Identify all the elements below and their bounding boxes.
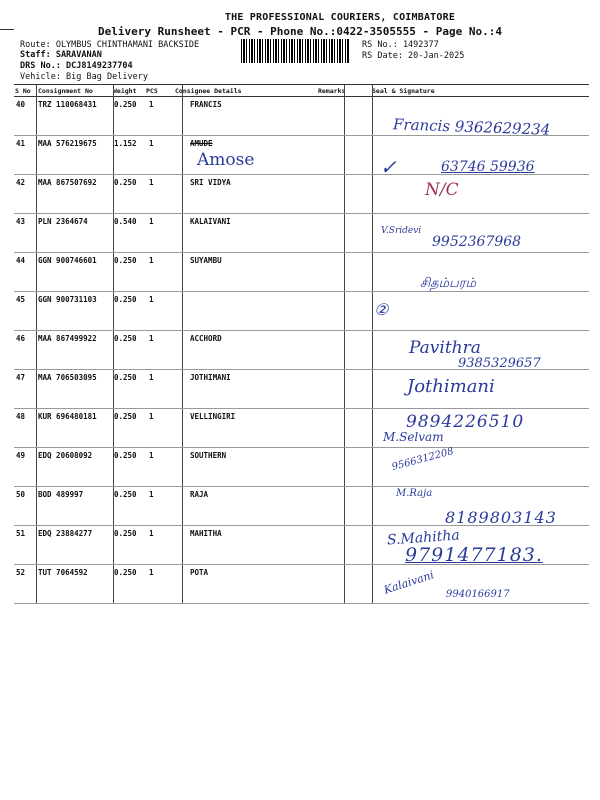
row-consignment: TRZ 110068431 — [38, 100, 97, 109]
handwritten-name: M.Selvam — [383, 430, 444, 444]
row-sno: 49 — [16, 451, 26, 460]
route-label: Route: OLYMBUS CHINTHAMANI BACKSIDE — [20, 40, 200, 50]
drs-number: DRS No.: DCJ8149237704 — [20, 61, 133, 71]
row-weight: 1.152 — [114, 139, 137, 148]
row-weight: 0.250 — [114, 568, 137, 577]
row-weight: 0.250 — [114, 373, 137, 382]
row-pcs: 1 — [149, 256, 154, 265]
row-sno: 51 — [16, 529, 26, 538]
row-consignee: AMUDE — [190, 139, 213, 148]
handwritten-name: Pavithra — [409, 338, 481, 358]
runsheet-title: Delivery Runsheet - PCR - Phone No.:0422-3505555 - Page No.:4 — [98, 25, 502, 38]
row-consignment: GGN 900746601 — [38, 256, 97, 265]
row-weight: 0.250 — [114, 256, 137, 265]
row-pcs: 1 — [149, 139, 154, 148]
row-sno: 44 — [16, 256, 26, 265]
handwritten-phone: 63746 59936 — [441, 159, 535, 175]
row-consignment: TUT 7064592 — [38, 568, 88, 577]
row-consignment: PLN 2364674 — [38, 217, 88, 226]
row-consignee: JOTHIMANI — [190, 373, 231, 382]
handwritten-mark: ② — [374, 300, 389, 319]
handwritten-name: V.Sridevi — [381, 226, 422, 236]
row-consignment: MAA 576219675 — [38, 139, 97, 148]
row-consignee: SUYAMBU — [190, 256, 222, 265]
row-consignment: GGN 900731103 — [38, 295, 97, 304]
col-pcs: PCS — [146, 87, 158, 95]
handwritten-mark: ✓ — [380, 155, 397, 179]
row-sno: 46 — [16, 334, 26, 343]
handwritten-name: S.Mahitha — [386, 527, 461, 549]
row-consignee: RAJA — [190, 490, 209, 499]
handwritten-name: Jothimani — [407, 376, 495, 397]
row-sno: 48 — [16, 412, 26, 421]
rs-date: RS Date: 20-Jan-2025 — [362, 51, 465, 61]
row-weight: 0.250 — [114, 490, 137, 499]
row-rule — [14, 603, 589, 604]
handwritten-remark: N/C — [425, 180, 459, 200]
row-consignee: MAHITHA — [190, 529, 222, 538]
row-weight: 0.250 — [114, 295, 137, 304]
row-sno: 41 — [16, 139, 26, 148]
staff-label: Staff: SARAVANAN — [20, 50, 102, 60]
row-consignment: MAA 867499922 — [38, 334, 97, 343]
row-consignee: SOUTHERN — [190, 451, 227, 460]
handwritten-signature: Francis 9362629234 — [392, 115, 551, 139]
company-title: THE PROFESSIONAL COURIERS, COIMBATORE — [224, 12, 456, 23]
table-row — [14, 370, 589, 409]
handwritten-phone: 9385329657 — [458, 356, 541, 371]
col-sno: S No — [15, 87, 31, 95]
handwritten-phone: 9940166917 — [446, 589, 510, 600]
row-weight: 0.540 — [114, 217, 137, 226]
col-weight: Weight — [113, 87, 137, 95]
row-consignee: FRANCIS — [190, 100, 222, 109]
row-pcs: 1 — [149, 217, 154, 226]
row-consignee: KALAIVANI — [190, 217, 231, 226]
row-pcs: 1 — [149, 178, 154, 187]
row-pcs: 1 — [149, 490, 154, 499]
row-sno: 45 — [16, 295, 26, 304]
row-sno: 40 — [16, 100, 26, 109]
row-weight: 0.250 — [114, 100, 137, 109]
col-consignee: Consignee Details — [175, 87, 242, 95]
row-consignment: BOD 489997 — [38, 490, 84, 499]
table-row — [14, 445, 589, 487]
row-pcs: 1 — [149, 529, 154, 538]
row-pcs: 1 — [149, 412, 154, 421]
table-top-rule — [14, 84, 589, 85]
handwritten-phone: 9566312208 — [390, 445, 455, 474]
barcode — [241, 39, 349, 63]
handwritten-phone: 8189803143 — [445, 508, 557, 527]
row-sno: 50 — [16, 490, 26, 499]
row-consignee: ACCHORD — [190, 334, 222, 343]
handwritten-phone: 9952367968 — [432, 234, 522, 250]
handwritten-phone: 9894226510 — [406, 412, 525, 432]
row-weight: 0.250 — [114, 178, 137, 187]
row-pcs: 1 — [149, 451, 154, 460]
row-weight: 0.250 — [114, 412, 137, 421]
row-consignment: EDQ 23884277 — [38, 529, 93, 538]
row-weight: 0.250 — [114, 451, 137, 460]
row-pcs: 1 — [149, 295, 154, 304]
handwritten-phone: 9791477183. — [405, 544, 543, 566]
row-consignment: EDQ 20608092 — [38, 451, 93, 460]
table-row — [14, 253, 589, 292]
table-row — [14, 292, 589, 331]
row-consignment: KUR 696480181 — [38, 412, 97, 421]
row-pcs: 1 — [149, 100, 154, 109]
row-sno: 42 — [16, 178, 26, 187]
row-sno: 47 — [16, 373, 26, 382]
row-pcs: 1 — [149, 568, 154, 577]
vehicle-label: Vehicle: Big Bag Delivery — [20, 72, 148, 82]
row-pcs: 1 — [149, 334, 154, 343]
handwritten-name: M.Raja — [396, 488, 433, 499]
col-remarks: Remarks — [318, 87, 346, 95]
handwritten-name: Kalaivani — [382, 568, 436, 597]
row-weight: 0.250 — [114, 529, 137, 538]
col-signature: Seal & Signature — [372, 87, 435, 95]
row-weight: 0.250 — [114, 334, 137, 343]
col-consignment: Consignment No — [38, 87, 93, 95]
corner-mark — [0, 29, 14, 31]
handwritten-name: Amose — [197, 150, 255, 170]
row-sno: 43 — [16, 217, 26, 226]
row-consignee: POTA — [190, 568, 209, 577]
row-consignment: MAA 867507692 — [38, 178, 97, 187]
handwritten-tamil-signature: சிதம்பரம் — [420, 276, 476, 291]
row-pcs: 1 — [149, 373, 154, 382]
row-consignment: MAA 706503095 — [38, 373, 97, 382]
row-consignee: VELLINGIRI — [190, 412, 236, 421]
rs-number: RS No.: 1492377 — [362, 40, 439, 50]
row-sno: 52 — [16, 568, 26, 577]
row-consignee: SRI VIDYA — [190, 178, 231, 187]
table-row — [14, 175, 589, 214]
